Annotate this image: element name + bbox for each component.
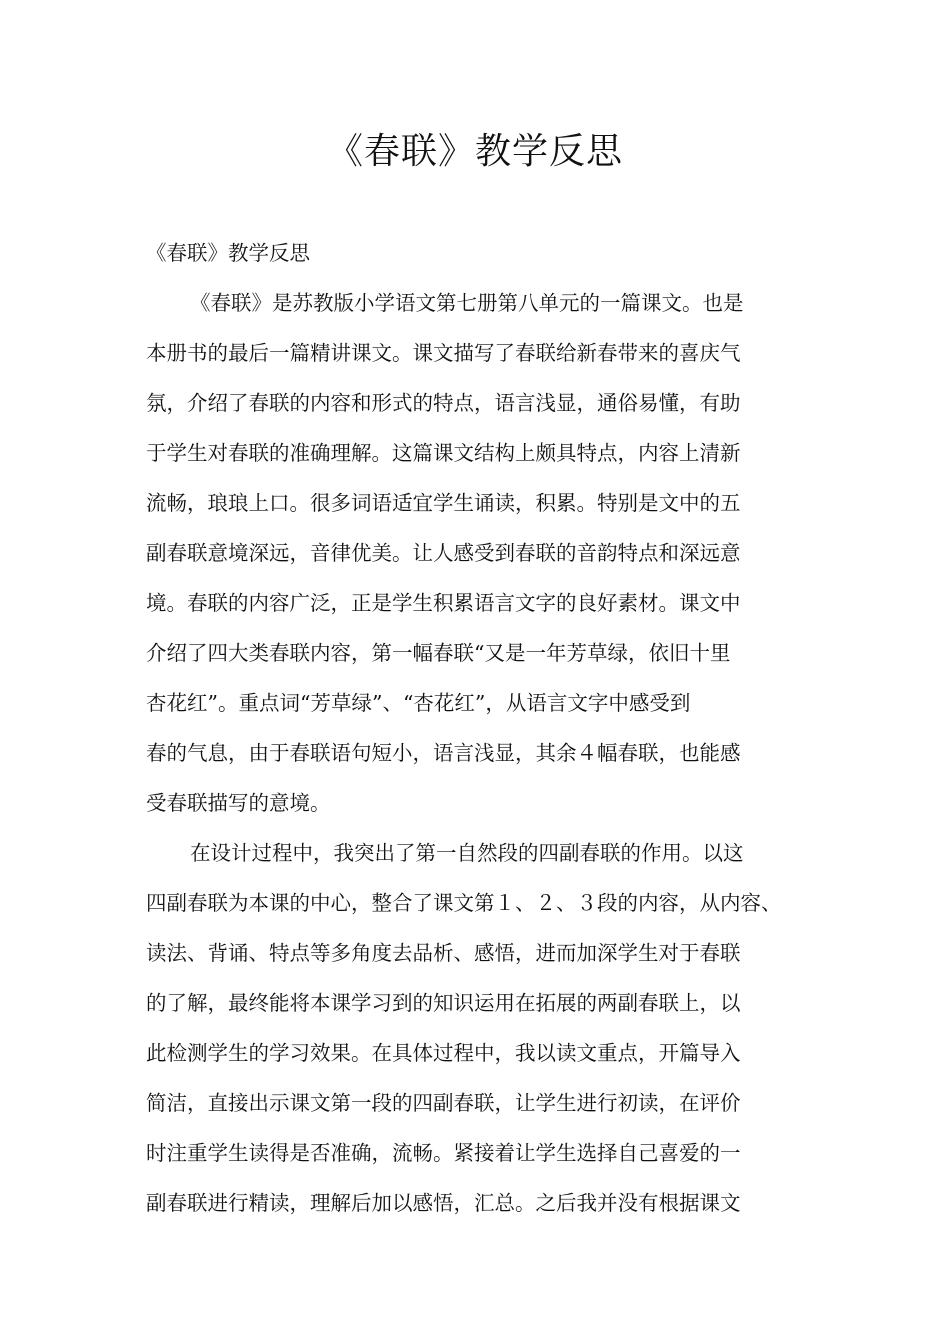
paragraph-line: 于学生对春联的准确理解。这篇课文结构上颇具特点，内容上清新: [146, 441, 741, 465]
paragraph-2: [146, 828, 814, 1228]
paragraph-line: 副春联进行精读，理解后加以感悟，汇总。之后我并没有根据课文: [146, 1191, 741, 1215]
document-subtitle: [146, 228, 814, 278]
paragraph-line: 杏花红”。重点词“芳草绿”、“杏花红”，从语言文字中感受到: [146, 691, 691, 715]
paragraph-line: 春的气息，由于春联语句短小，语言浅显，其余４幅春联，也能感: [146, 741, 741, 765]
paragraph-line: 介绍了四大类春联内容，第一幅春联“又是一年芳草绿，依旧十里: [146, 641, 731, 665]
paragraph-line: 流畅，琅琅上口。很多词语适宜学生诵读，积累。特别是文中的五: [146, 491, 741, 515]
paragraph-line: 《春联》是苏教版小学语文第七册第八单元的一篇课文。也是: [190, 291, 744, 315]
paragraph-1: [146, 278, 814, 828]
paragraph-line: 氛，介绍了春联的内容和形式的特点，语言浅显，通俗易懂，有助: [146, 391, 741, 415]
subtitle-text: 《春联》教学反思: [146, 241, 310, 265]
paragraph-line: 的了解，最终能将本课学习到的知识运用在拓展的两副春联上，以: [146, 991, 741, 1015]
paragraph-line: 副春联意境深远，音律优美。让人感受到春联的音韵特点和深远意: [146, 541, 741, 565]
paragraph-line: 读法、背诵、特点等多角度去品析、感悟，进而加深学生对于春联: [146, 941, 741, 965]
document-title: 《春联》教学反思: [326, 131, 623, 172]
paragraph-line: 受春联描写的意境。: [146, 791, 331, 815]
paragraph-line: 四副春联为本课的中心，整合了课文第１、２、３段的内容，从内容、: [146, 891, 782, 915]
paragraph-line: 在设计过程中，我突出了第一自然段的四副春联的作用。以这: [190, 841, 744, 865]
paragraph-line: 时注重学生读得是否准确，流畅。紧接着让学生选择自己喜爱的一: [146, 1141, 741, 1165]
paragraph-line: 本册书的最后一篇精讲课文。课文描写了春联给新春带来的喜庆气: [146, 341, 741, 365]
paragraph-line: 简洁，直接出示课文第一段的四副春联，让学生进行初读，在评价: [146, 1091, 741, 1115]
paragraph-line: 此检测学生的学习效果。在具体过程中，我以读文重点，开篇导入: [146, 1041, 741, 1065]
paragraph-line: 境。春联的内容广泛，正是学生积累语言文字的良好素材。课文中: [146, 591, 741, 615]
